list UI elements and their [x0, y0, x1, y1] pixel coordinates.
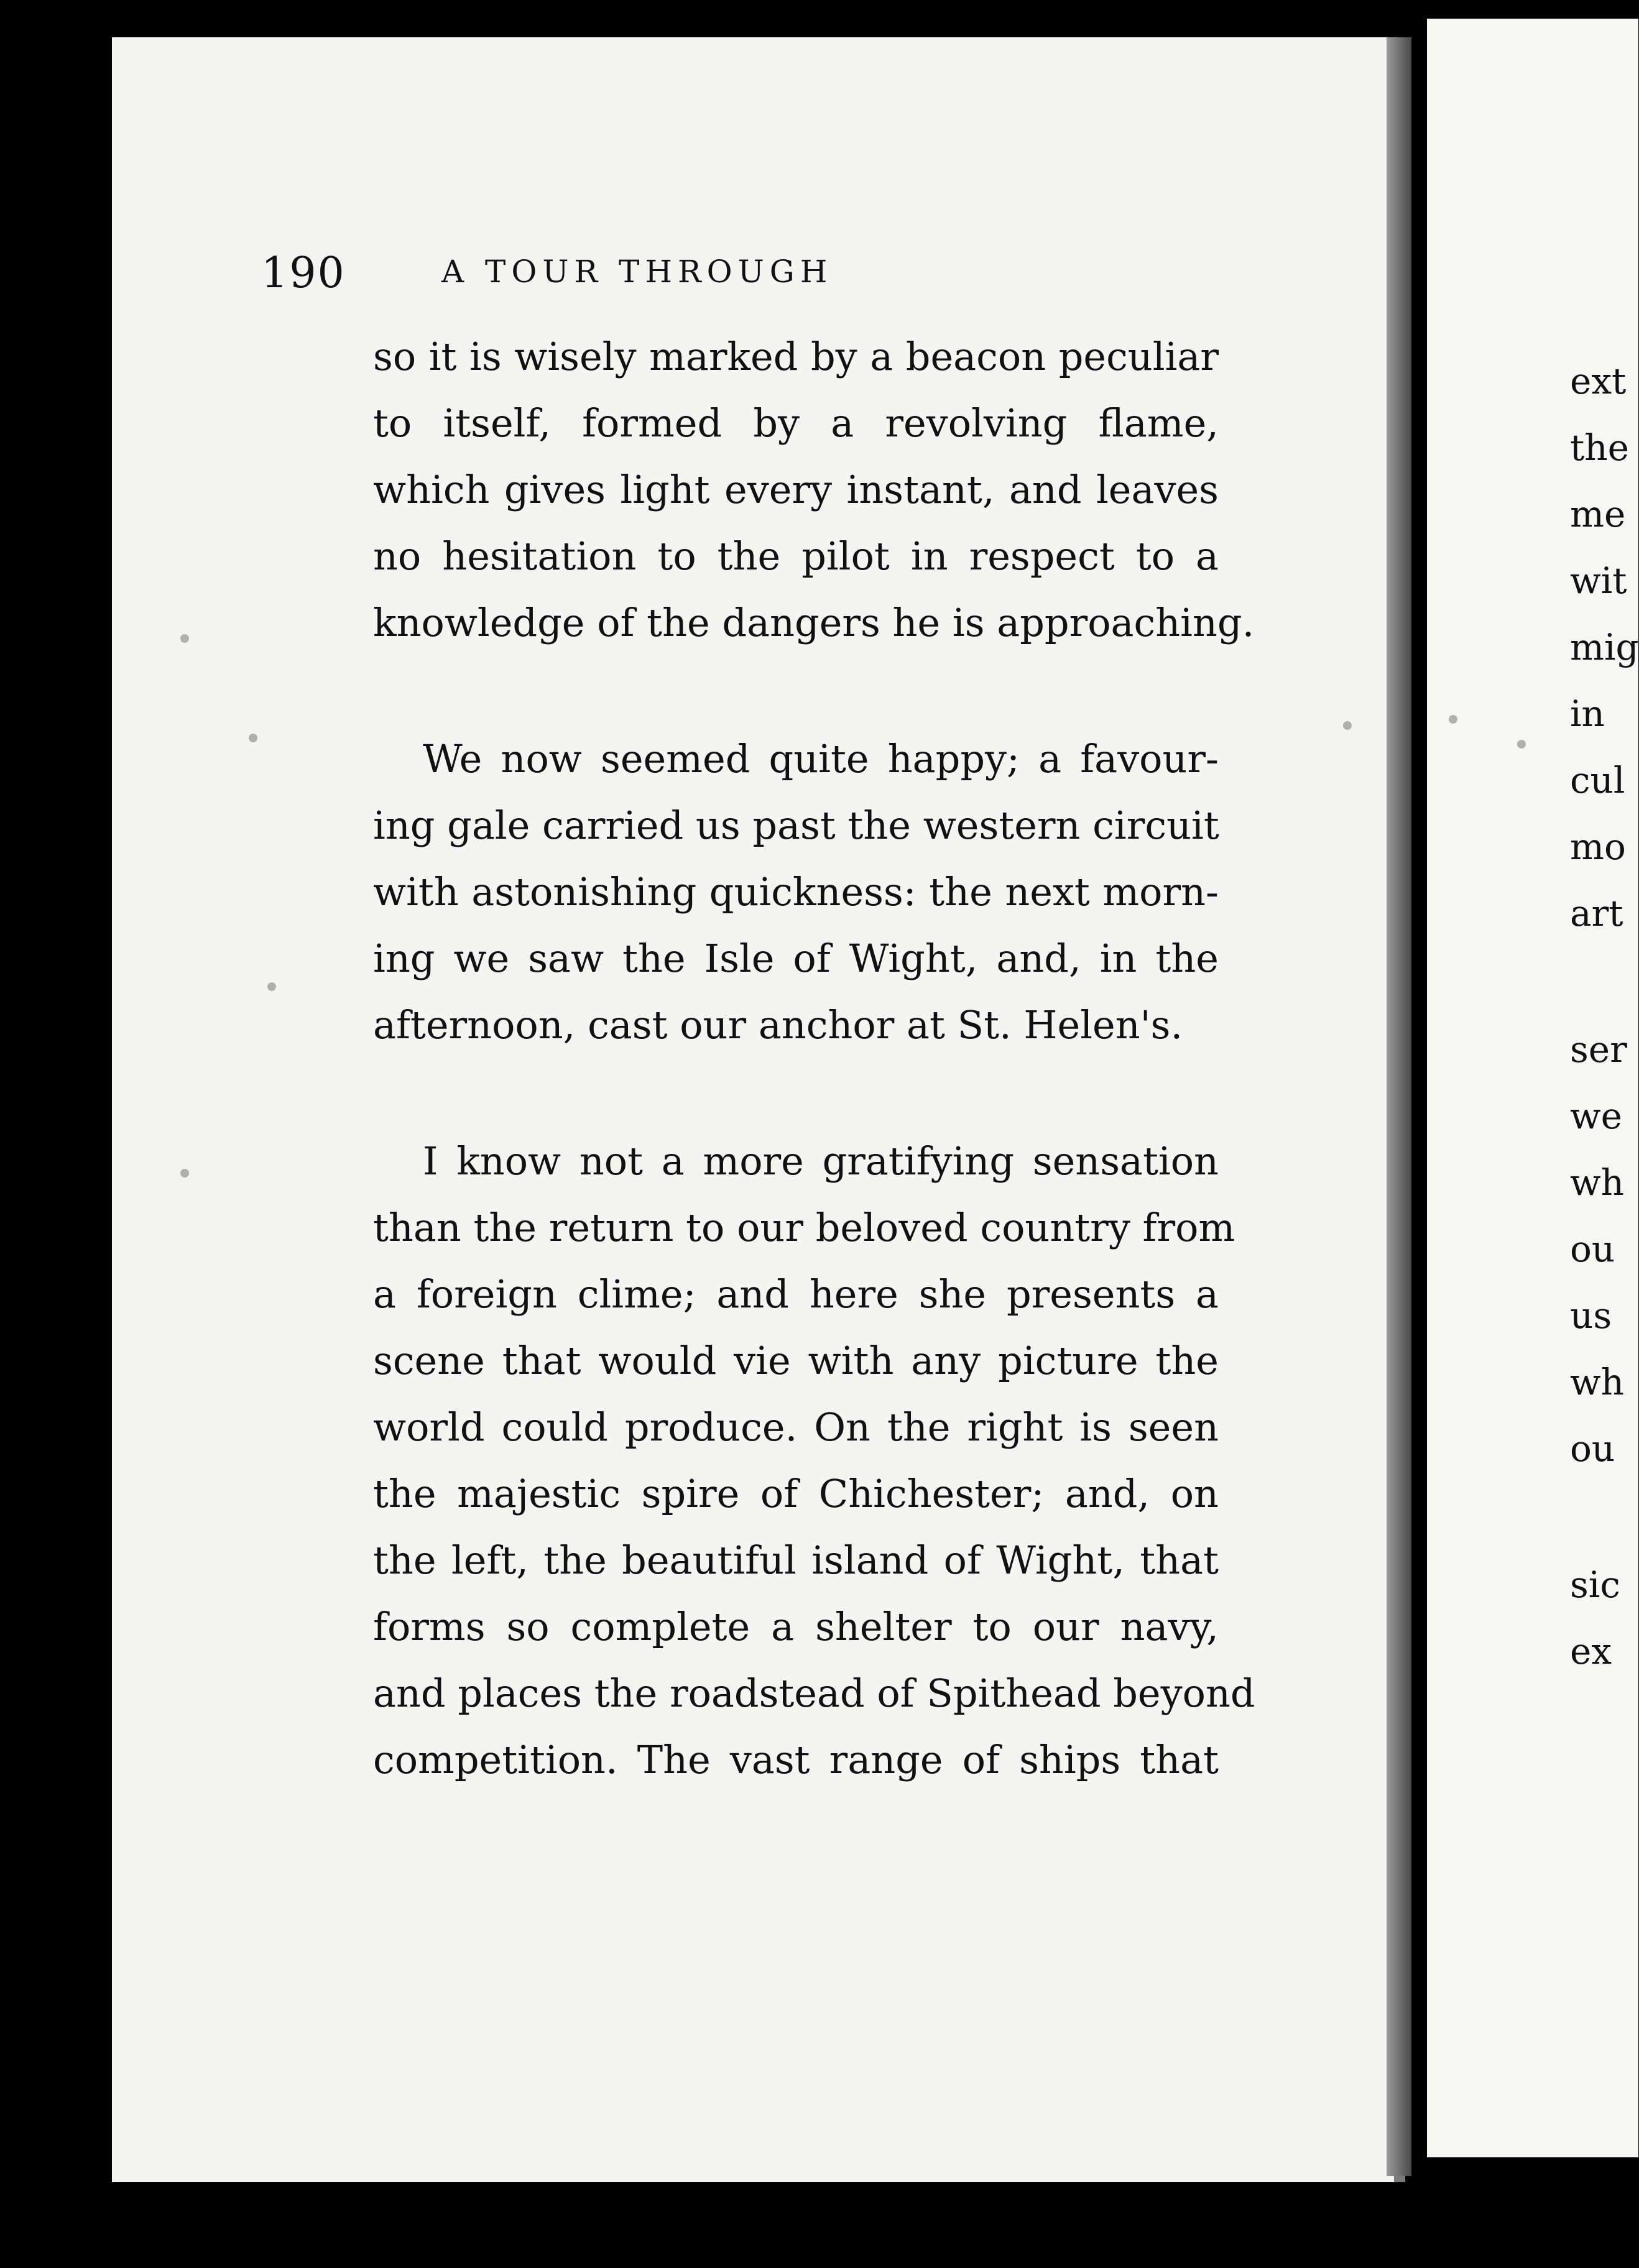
paragraph: [373, 1128, 1255, 1793]
fragment: wh: [1570, 1161, 1624, 1204]
book-spine: [1387, 37, 1411, 2176]
fragment: ou: [1570, 1228, 1615, 1270]
text-line: which gives light every instant, and leaves: [373, 467, 1219, 512]
fragment: me: [1570, 493, 1626, 535]
paragraph-gap: [373, 656, 1219, 726]
fragment: ex: [1570, 1630, 1612, 1672]
fragment: ou: [1570, 1427, 1615, 1470]
fragment: sic: [1570, 1564, 1620, 1606]
fragment: ext: [1570, 360, 1627, 402]
fragment: we: [1570, 1095, 1622, 1137]
text-line: world could produce. On the right is seen: [373, 1404, 1219, 1450]
fragment: us: [1570, 1294, 1612, 1337]
paragraph-gap: [1570, 1482, 1632, 1552]
paragraph: [373, 323, 1255, 656]
text-line: and places the roadstead of Spithead beyond: [373, 1671, 1255, 1716]
scan-border: [0, 0, 81, 2268]
text-line: to itself, formed by a revolving flame,: [373, 400, 1219, 446]
paper-speck: [1517, 740, 1526, 749]
fragment: art: [1570, 892, 1623, 934]
text-line: competition. The vast range of ships that: [373, 1737, 1219, 1782]
fragment: wh: [1570, 1361, 1624, 1403]
paragraph: [373, 726, 1219, 1058]
paper-speck: [180, 1169, 189, 1178]
fragment: the: [1570, 426, 1629, 469]
text-line: than the return to our beloved country from: [373, 1205, 1235, 1250]
text-line: ing we saw the Isle of Wight, and, in the: [373, 936, 1219, 981]
text-line: We now seemed quite happy; a favour-: [423, 736, 1219, 781]
fragment: mo: [1570, 826, 1626, 868]
page-number: 190: [261, 249, 346, 298]
text-line: knowledge of the dangers he is approaching.: [373, 600, 1255, 645]
body-text: [373, 323, 1255, 1793]
text-line: forms so complete a shelter to our navy,: [373, 1604, 1219, 1649]
fragment: mig: [1570, 626, 1639, 668]
text-line: ing gale carried us past the western circuit: [373, 803, 1219, 848]
text-line: scene that would vie with any picture the: [373, 1338, 1219, 1383]
running-head: [261, 249, 1318, 317]
running-title: A TOUR THROUGH: [441, 254, 833, 290]
fragment: in: [1570, 693, 1605, 735]
text-line: with astonishing quickness: the next morn-: [373, 869, 1219, 915]
paper-speck: [1449, 715, 1457, 724]
text-line: no hesitation to the pilot in respect to a: [373, 533, 1219, 579]
fragment: cul: [1570, 759, 1625, 801]
text-line: I know not a more gratifying sensation: [423, 1138, 1219, 1184]
paper-speck: [1343, 721, 1352, 730]
text-line: the left, the beautiful island of Wight, that: [373, 1537, 1219, 1583]
paper-speck: [267, 982, 276, 991]
paragraph-gap: [1570, 947, 1632, 1016]
facing-page-text: [1570, 348, 1639, 1685]
text-line: afternoon, cast our anchor at St. Helen's.: [373, 1002, 1183, 1048]
paragraph-gap: [373, 1058, 1219, 1128]
paper-speck: [249, 734, 257, 742]
text-line: a foreign clime; and here she presents a: [373, 1271, 1219, 1317]
fragment: wit: [1570, 560, 1627, 602]
paper-speck: [180, 634, 189, 643]
text-line: so it is wisely marked by a beacon peculiar: [373, 334, 1219, 379]
fragment: ser: [1570, 1028, 1627, 1071]
text-line: the majestic spire of Chichester; and, on: [373, 1471, 1219, 1516]
